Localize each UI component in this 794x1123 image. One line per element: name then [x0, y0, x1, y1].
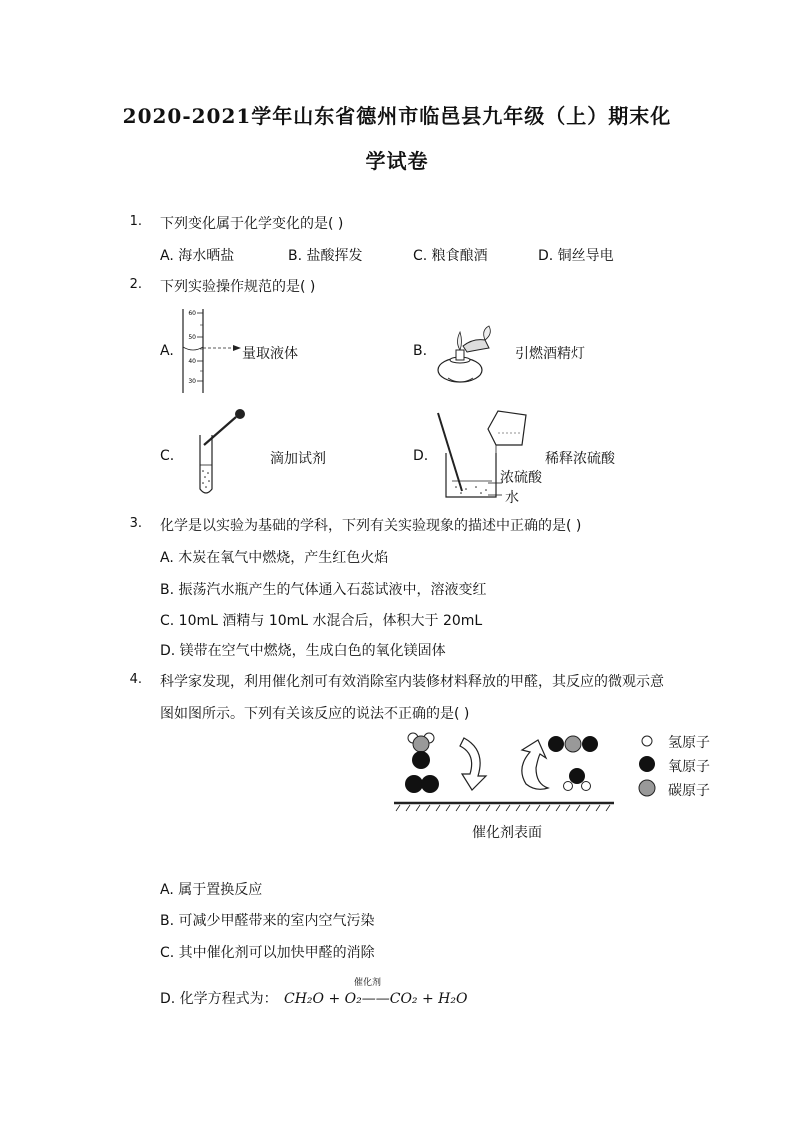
question-2-option-d-caption: 稀释浓硫酸: [545, 451, 615, 467]
question-4-stem-line1: 科学家发现，利用催化剂可有效消除室内装修材料释放的甲醛，其反应的微观示意: [160, 674, 664, 690]
alcohol-lamp-figure: [433, 320, 503, 390]
question-1-number: 1.: [129, 214, 142, 229]
question-4-option-d[interactable]: D. 化学方程式为：: [160, 991, 278, 1007]
page-title-line1: 2020-2021学年山东省德州市临邑县九年级（上）期末化: [122, 104, 672, 128]
hydrogen-atom-icon: [642, 736, 652, 746]
water-label: 水: [505, 490, 519, 506]
question-4-option-c[interactable]: C. 其中催化剂可以加快甲醛的消除: [160, 945, 375, 961]
question-1-option-c[interactable]: C. 粮食酿酒: [413, 248, 488, 264]
question-1-stem: 下列变化属于化学变化的是( ): [160, 216, 344, 232]
question-1-option-b[interactable]: B. 盐酸挥发: [288, 248, 363, 264]
question-3-option-b[interactable]: B. 振荡汽水瓶产生的气体通入石蕊试液中，溶液变红: [160, 582, 487, 598]
question-2-option-a-letter[interactable]: A.: [160, 343, 174, 359]
question-4-option-a[interactable]: A. 属于置换反应: [160, 882, 263, 898]
question-3-option-d[interactable]: D. 镁带在空气中燃烧，生成白色的氧化镁固体: [160, 643, 446, 659]
question-3-stem: 化学是以实验为基础的学科，下列有关实验现象的描述中正确的是( ): [160, 518, 582, 534]
cylinder-tick-40: 40: [188, 358, 196, 365]
question-2-option-b-letter[interactable]: B.: [413, 343, 428, 359]
question-3-option-c[interactable]: C. 10mL 酒精与 10mL 水混合后，体积大于 20mL: [160, 613, 483, 629]
oxygen-atom-icon: [639, 756, 655, 772]
legend-hydrogen: 氢原子: [668, 735, 710, 751]
question-3-option-a[interactable]: A. 木炭在氧气中燃烧，产生红色火焰: [160, 550, 389, 566]
legend-oxygen: 氧原子: [668, 759, 710, 775]
question-2-option-b-caption: 引燃酒精灯: [515, 346, 585, 362]
question-4-number: 4.: [129, 672, 142, 687]
cylinder-tick-50: 50: [188, 334, 196, 341]
reaction-diagram: [390, 728, 620, 820]
question-2-number: 2.: [129, 277, 142, 292]
question-2-option-d-letter[interactable]: D.: [413, 448, 429, 464]
page-title-line2: 学试卷: [365, 149, 429, 173]
question-2-option-a-caption: 量取液体: [242, 346, 298, 362]
question-4-option-b[interactable]: B. 可减少甲醛带来的室内空气污染: [160, 913, 375, 929]
question-2-option-c-caption: 滴加试剂: [270, 451, 326, 467]
eye-icon: [233, 345, 241, 351]
chemical-equation: CH₂O + O₂——CO₂ + H₂O: [284, 991, 468, 1007]
question-2-option-c-letter[interactable]: C.: [160, 448, 175, 464]
cylinder-tick-30: 30: [188, 378, 196, 385]
question-2-stem: 下列实验操作规范的是( ): [160, 279, 316, 295]
acid-label: 浓硫酸: [500, 470, 542, 486]
dilute-acid-figure: [430, 405, 545, 505]
cylinder-tick-60: 60: [188, 310, 196, 317]
dropper-test-tube-figure: [190, 405, 260, 500]
question-4-stem-line2: 图如图所示。下列有关该反应的说法不正确的是( ): [160, 706, 470, 722]
question-1-option-d[interactable]: D. 铜丝导电: [538, 248, 614, 264]
graduated-cylinder-figure: [175, 305, 245, 397]
catalyst-surface-label: 催化剂表面: [472, 825, 542, 841]
legend-carbon: 碳原子: [668, 783, 710, 799]
question-1-option-a[interactable]: A. 海水晒盐: [160, 248, 235, 264]
atom-legend-symbols: [636, 732, 660, 798]
question-3-number: 3.: [129, 516, 142, 531]
equation-catalyst-label: 催化剂: [354, 978, 382, 988]
carbon-atom-icon: [639, 780, 655, 796]
